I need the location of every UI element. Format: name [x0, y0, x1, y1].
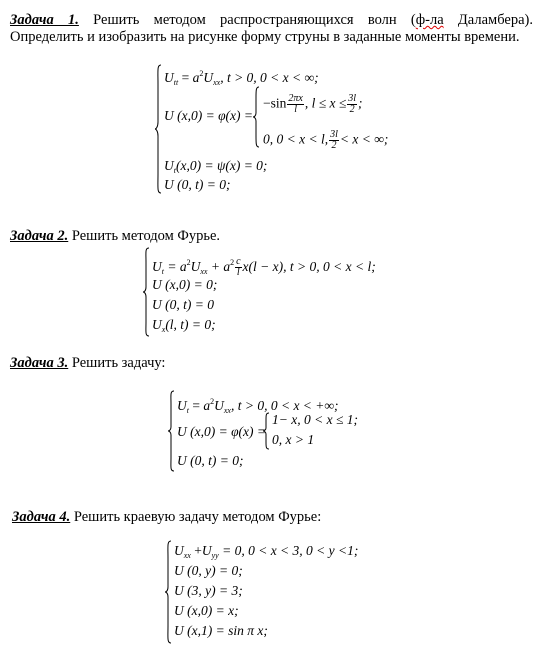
task-1-system: [155, 64, 540, 194]
inner-brace-icon: [253, 86, 260, 148]
task-4-eq-row-3: U (3, y) = 3;: [174, 583, 243, 598]
task-1-text-a: Решить методом распространяющихся волн (: [78, 12, 416, 28]
task-3-case-2: 0, x > 1: [272, 432, 315, 447]
task-1-case-1: −sin $\frac{2\pi x}{l}$ , l ≤ x ≤ $\frac{3l}{2}$ ;: [263, 93, 363, 115]
left-brace-icon: [155, 64, 162, 194]
task-4-eq-row-5: U (x,1) = sin π x;: [174, 623, 268, 638]
task-3-eq-row-2: U (x,0) = φ(x) =: [177, 424, 267, 439]
task-1-eq-row-1: $U_{tt} = a^2U_{xx}$, t > 0, 0 < x < ∞;: [164, 69, 319, 87]
task-4-eq-row-1: $U_{xx} +U_{yy} = 0$, 0 < x < 3, 0 < y <1;: [174, 543, 359, 560]
task-4-eq-row-4: U (x,0) = x;: [174, 603, 239, 618]
left-brace-icon: [168, 390, 175, 472]
task-4-eq-row-2: U (0, y) = 0;: [174, 563, 243, 578]
task-2-label: Задача 2.: [10, 228, 69, 244]
task-1-eq-row-2: U (x,0) = φ(x) =: [164, 108, 254, 123]
task-1-text-b: Даламбера). Определить и изобразить на рисунке форму струны в заданные моменты времени.: [10, 12, 533, 45]
task-2-eq-row-3: U (0, t) = 0: [152, 297, 214, 312]
task-4-statement: [12, 509, 535, 526]
task-3-label: Задача 3.: [10, 355, 69, 371]
left-brace-icon: [143, 247, 150, 337]
task-2-statement: [10, 228, 533, 245]
task-4-text: Решить краевую задачу методом Фурье:: [70, 509, 322, 525]
task-2-eq-row-4: $U_x(l$, t) = 0;: [152, 317, 216, 334]
task-3-text: Решить задачу:: [68, 355, 166, 371]
inner-brace-icon: [263, 412, 270, 450]
task-1-statement: [10, 12, 533, 46]
task-1-eq-row-4: U (0, t) = 0;: [164, 177, 231, 192]
task-3-statement: [10, 355, 533, 372]
task-2-eq-row-1: $U_t = a^2U_{xx} + a^2$ $\frac{c}{l}$ x(l − x), t > 0, 0 < x < l;: [152, 256, 376, 279]
task-2-system: [143, 247, 443, 337]
task-3-system: [168, 390, 428, 472]
task-1-text-underlined: ф-ла: [415, 12, 444, 28]
task-1-label: Задача 1.: [10, 12, 79, 28]
task-4-system: [165, 540, 425, 644]
task-1-eq-row-3: $U_t(x,0) = \psi(x) = 0$;: [164, 158, 268, 175]
task-2-text: Решить методом Фурье.: [68, 228, 221, 244]
left-brace-icon: [165, 540, 172, 644]
task-2-eq-row-2: U (x,0) = 0;: [152, 277, 218, 292]
task-1-case-2: 0, 0 < x < l, $\frac{3l}{2}$ < x < ∞;: [263, 129, 389, 151]
task-4-label: Задача 4.: [12, 509, 71, 525]
task-3-case-1: 1− x, 0 < x ≤ 1;: [272, 412, 358, 427]
task-3-eq-row-3: U (0, t) = 0;: [177, 453, 244, 468]
task-3-eq-row-1: $U_t = a^2U_{xx}$, t > 0, 0 < x < +∞;: [177, 397, 339, 415]
